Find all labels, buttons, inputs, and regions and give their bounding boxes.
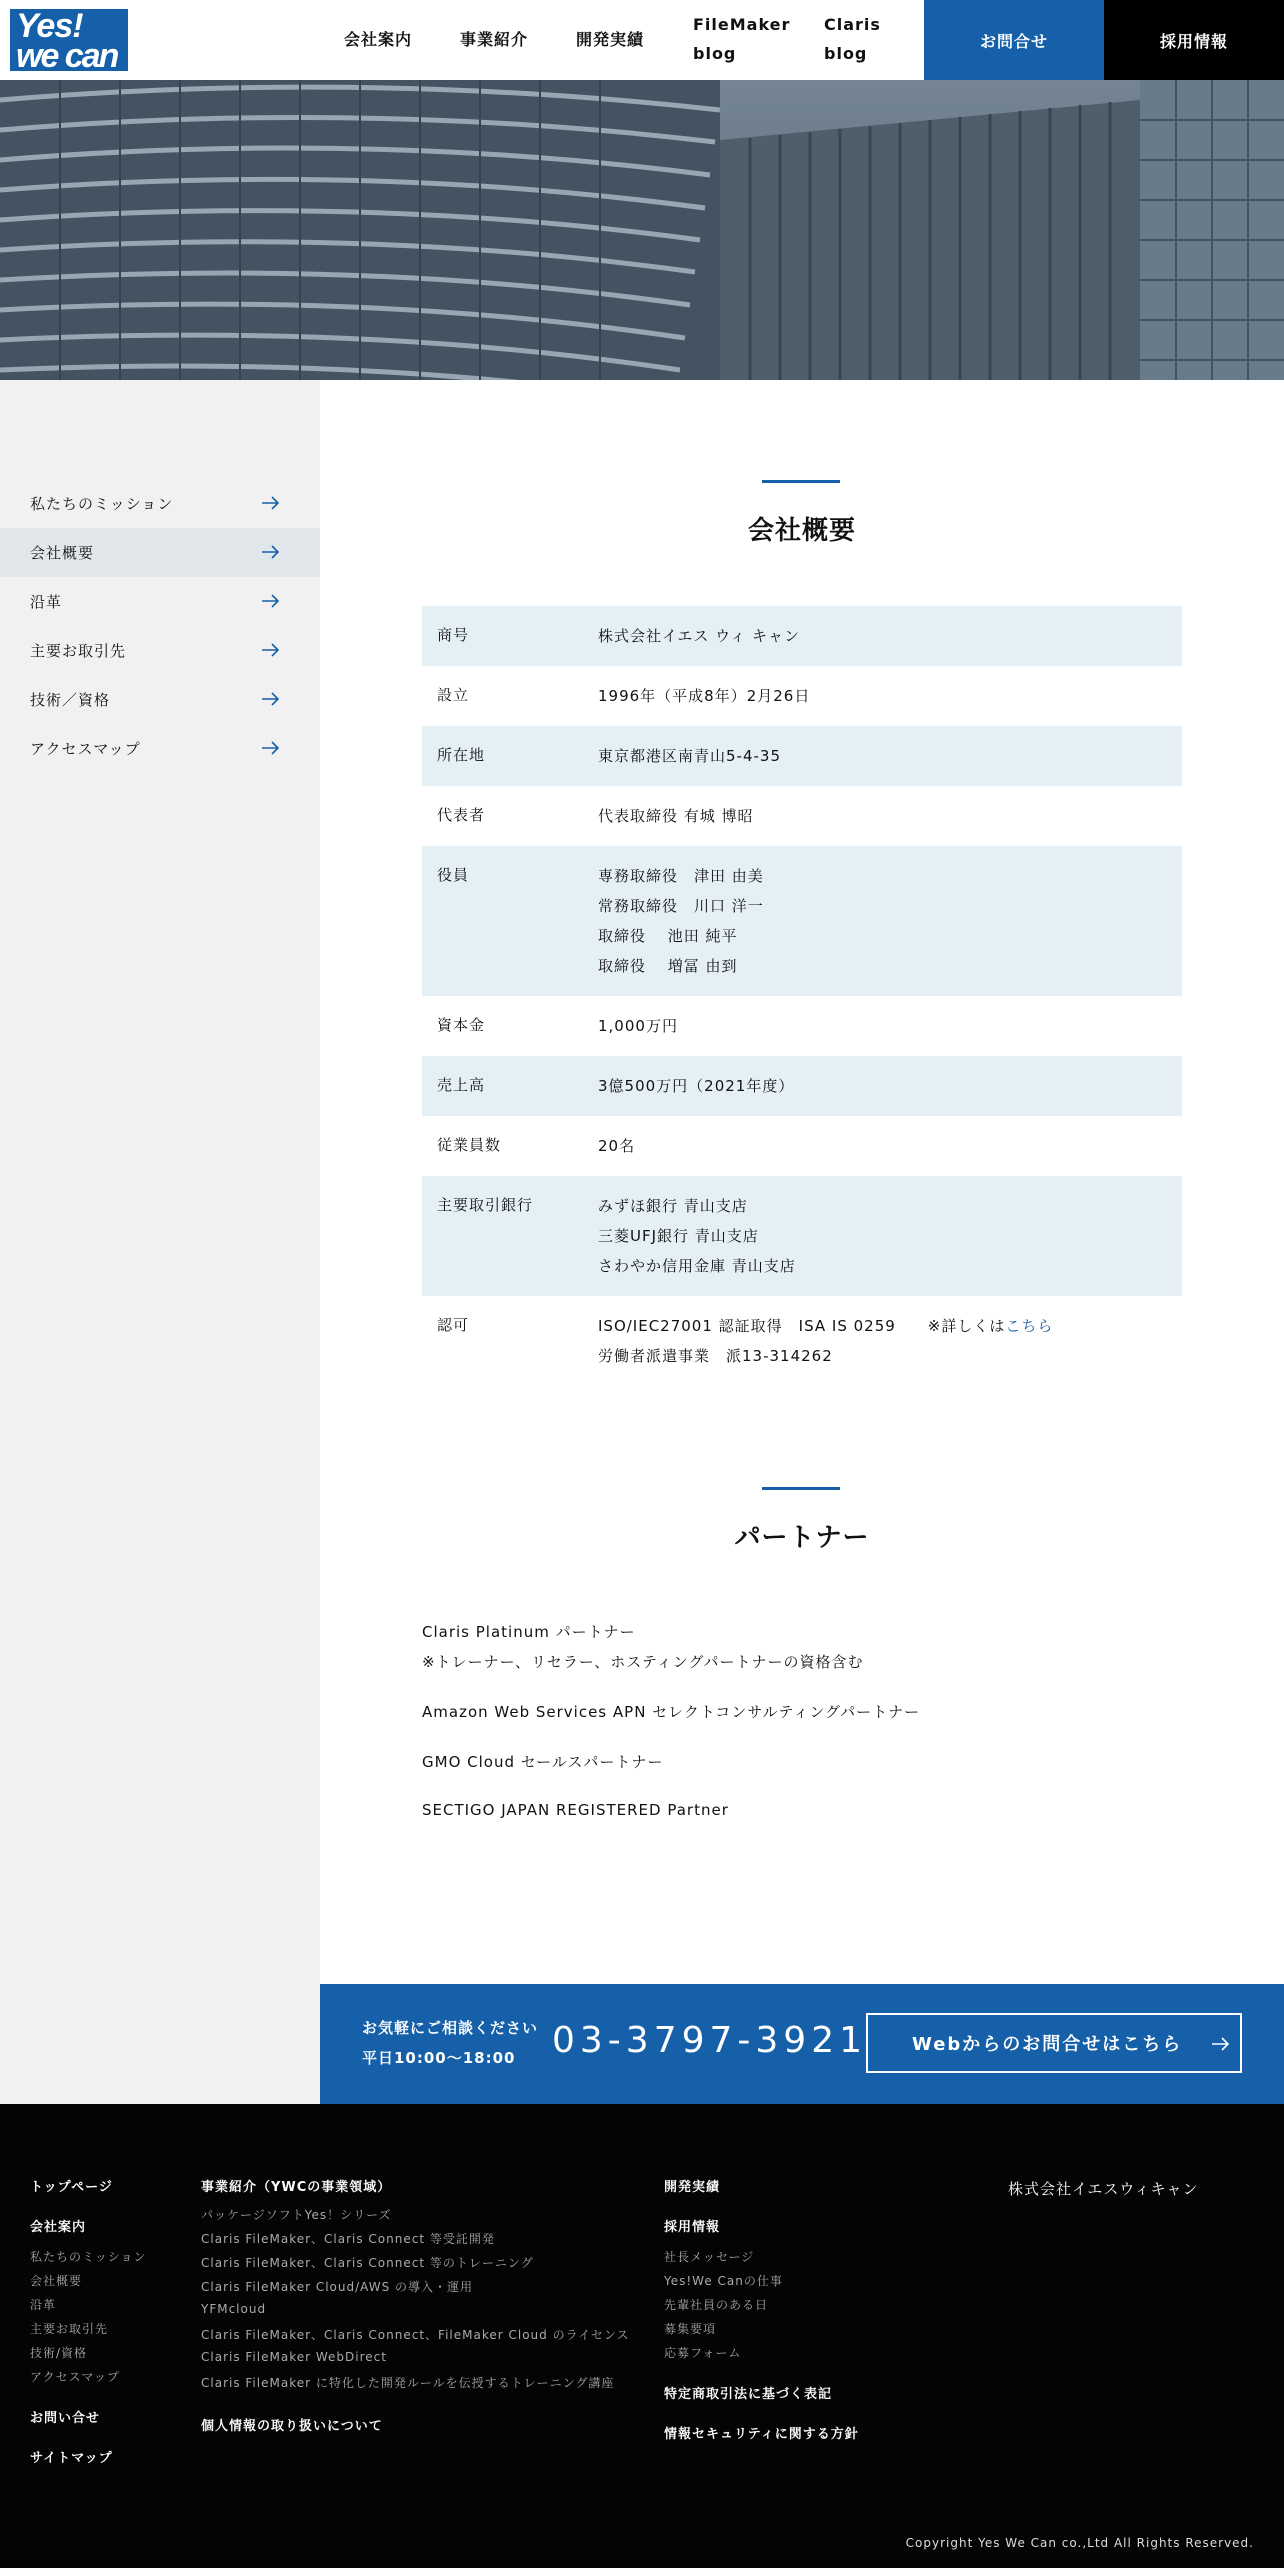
footer-sublink[interactable]: Claris FileMaker Cloud/AWS の導入・運用 — [201, 2280, 474, 2294]
table-row — [422, 1296, 1182, 1386]
cta-hours: 平日10:00〜18:00 — [362, 2049, 516, 2067]
footer-sublink[interactable]: 社長メッセージ — [664, 2250, 755, 2264]
sidebar-item-overview[interactable] — [0, 528, 320, 577]
contact-button[interactable]: お問合せ — [924, 0, 1104, 80]
row-key: 役員 — [437, 866, 470, 884]
row-key: 認可 — [437, 1316, 470, 1334]
nav-claris-blog[interactable] — [824, 10, 881, 68]
footer-sublink[interactable]: Claris FileMaker に特化した開発ルールを伝授するトレーニング講座 — [201, 2376, 615, 2390]
footer-sublink[interactable]: Yes!We Canの仕事 — [664, 2274, 783, 2288]
license-text: ISO/IEC27001 認証取得 ISA IS 0259 ※詳しくは — [598, 1317, 1006, 1335]
row-key: 資本金 — [437, 1016, 486, 1034]
nav-filemaker-blog[interactable] — [693, 10, 790, 68]
nav-works-label: 開発実績 — [576, 30, 645, 49]
footer-sublink[interactable]: アクセスマップ — [30, 2370, 120, 2384]
partner-item: Amazon Web Services APN セレクトコンサルティングパートナー — [422, 1703, 921, 1721]
footer-sublink[interactable]: 技術/資格 — [30, 2346, 88, 2360]
nav-claris-blog-line2: blog — [824, 44, 868, 63]
footer-sublink[interactable]: 会社概要 — [30, 2274, 83, 2288]
nav-business[interactable] — [460, 25, 528, 54]
footer-sublink[interactable]: 主要お取引先 — [30, 2322, 109, 2336]
partner-item: Claris Platinum パートナー — [422, 1623, 636, 1641]
footer-link-tokushoho[interactable]: 特定商取引法に基づく表記 — [664, 2387, 833, 2402]
logo-line2: we can — [16, 37, 118, 75]
arrow-right-icon — [262, 741, 280, 755]
hero-image — [0, 80, 1284, 380]
footer-sublink[interactable]: Claris FileMaker、Claris Connect 等受託開発 — [201, 2232, 495, 2246]
arrow-right-icon — [262, 545, 280, 559]
copyright: Copyright Yes We Can co.,Ltd All Rights Reserved. — [905, 2536, 1254, 2550]
footer-link-security[interactable]: 情報セキュリティに関する方針 — [664, 2427, 859, 2442]
site-footer — [0, 2104, 1284, 2568]
footer-link-top[interactable]: トップページ — [30, 2180, 113, 2195]
sidebar-item-label: 私たちのミッション — [30, 495, 174, 513]
footer-sublink[interactable]: 沿革 — [30, 2298, 57, 2312]
nav-filemaker-blog-line1: FileMaker — [693, 15, 791, 34]
partner-note: ※トレーナー、リセラー、ホスティングパートナーの資格含む — [422, 1653, 864, 1671]
arrow-right-icon — [262, 594, 280, 608]
footer-sublink[interactable]: 先輩社員のある日 — [664, 2298, 769, 2312]
footer-sublink[interactable]: 私たちのミッション — [30, 2250, 147, 2264]
nav-business-label: 事業紹介 — [460, 30, 529, 49]
footer-link-company[interactable]: 会社案内 — [30, 2220, 87, 2235]
title-accent-line — [762, 1487, 840, 1490]
row-key: 従業員数 — [437, 1136, 502, 1154]
sidebar-item-label: 会社概要 — [30, 544, 95, 562]
partner-item: SECTIGO JAPAN REGISTERED Partner — [422, 1801, 729, 1819]
row-value: 株式会社イエス ウィ キャン — [598, 627, 801, 645]
row-key: 商号 — [437, 626, 470, 644]
sidebar-item-access[interactable] — [0, 724, 320, 773]
sidebar-item-mission[interactable] — [0, 479, 320, 528]
row-value: 東京都港区南青山5-4-35 — [598, 747, 781, 765]
arrow-right-icon — [262, 496, 280, 510]
recruit-button[interactable]: 採用情報 — [1104, 0, 1284, 80]
footer-link-sitemap[interactable]: サイトマップ — [30, 2451, 113, 2466]
title-accent-line — [762, 480, 840, 483]
row-value: 代表取締役 有城 博昭 — [598, 807, 754, 825]
cta-message: お気軽にご相談ください — [362, 2019, 539, 2037]
company-info-table — [422, 606, 1182, 1386]
row-value: 1996年（平成8年）2月26日 — [598, 687, 811, 705]
footer-link-inquiry[interactable]: お問い合せ — [30, 2411, 101, 2426]
footer-sublink[interactable]: Claris FileMaker、Claris Connect 等のトレーニング — [201, 2256, 534, 2270]
license-text: 労働者派遣事業 派13-314262 — [598, 1347, 833, 1365]
footer-link-recruit[interactable]: 採用情報 — [664, 2220, 721, 2235]
row-value: 3億500万円（2021年度） — [598, 1077, 795, 1095]
sidebar-item-label: 沿革 — [30, 593, 63, 611]
footer-sublink[interactable]: 応募フォーム — [664, 2346, 742, 2360]
license-details-link[interactable]: こちら — [1005, 1317, 1054, 1335]
row-value: 20名 — [598, 1137, 636, 1155]
row-value — [598, 1311, 1053, 1371]
table-row — [422, 606, 1182, 666]
sidebar-item-clients[interactable] — [0, 626, 320, 675]
logo-line1: Yes! — [16, 7, 83, 45]
web-inquiry-label: Webからのお問合せはこちら — [912, 2034, 1183, 2055]
footer-sublink[interactable]: Claris FileMaker WebDirect — [201, 2350, 387, 2364]
row-value: 1,000万円 — [598, 1017, 678, 1035]
row-key: 主要取引銀行 — [437, 1196, 534, 1214]
sidebar — [0, 380, 320, 2105]
footer-sublink[interactable]: 募集要項 — [664, 2322, 717, 2336]
table-row — [422, 996, 1182, 1056]
row-key: 設立 — [437, 686, 470, 704]
page-title: 会社概要 — [747, 516, 856, 546]
table-row — [422, 1056, 1182, 1116]
footer-link-privacy[interactable]: 個人情報の取り扱いについて — [201, 2419, 383, 2434]
table-row — [422, 1176, 1182, 1296]
nav-works[interactable] — [576, 25, 644, 54]
row-value: みずほ銀行 青山支店 三菱UFJ銀行 青山支店 さわやか信用金庫 青山支店 — [598, 1197, 796, 1275]
sidebar-item-label: 技術／資格 — [30, 691, 111, 709]
footer-link-works[interactable]: 開発実績 — [664, 2180, 721, 2195]
buildings-illustration — [0, 80, 1284, 380]
phone-number[interactable]: 03-3797-3921 — [552, 2020, 868, 2061]
partners-title: パートナー — [734, 1523, 870, 1553]
arrow-right-icon — [262, 692, 280, 706]
arrow-right-icon — [262, 643, 280, 657]
table-row — [422, 846, 1182, 996]
site-header — [0, 0, 1284, 80]
row-key: 売上高 — [437, 1076, 486, 1094]
row-key: 代表者 — [437, 806, 486, 824]
footer-company-name: 株式会社イエスウィキャン — [1008, 2180, 1199, 2198]
row-key: 所在地 — [437, 746, 486, 764]
table-row — [422, 726, 1182, 786]
table-row — [422, 786, 1182, 846]
nav-company[interactable] — [344, 25, 412, 54]
footer-link-business[interactable]: 事業紹介（YWCの事業領域） — [201, 2180, 392, 2195]
footer-sublink[interactable]: YFMcloud — [201, 2302, 267, 2316]
arrow-right-icon — [1212, 2037, 1230, 2051]
row-value: 専務取締役 津田 由美 常務取締役 川口 洋一 取締役 池田 純平 取締役 増冨 由到 — [598, 867, 764, 975]
footer-sublink[interactable]: パッケージソフトYes！シリーズ — [201, 2208, 392, 2222]
sidebar-item-label: 主要お取引先 — [30, 642, 127, 660]
company-logo[interactable] — [10, 7, 128, 75]
nav-company-label: 会社案内 — [344, 30, 413, 49]
nav-filemaker-blog-line2: blog — [693, 44, 737, 63]
web-inquiry-button[interactable] — [866, 2013, 1242, 2073]
footer-sublink[interactable]: Claris FileMaker、Claris Connect、FileMaker Cloud のライセンス — [201, 2328, 630, 2342]
table-row — [422, 666, 1182, 726]
contact-banner — [320, 1984, 1284, 2104]
nav-claris-blog-line1: Claris — [824, 15, 881, 34]
sidebar-item-history[interactable] — [0, 577, 320, 626]
sidebar-item-label: アクセスマップ — [30, 740, 141, 758]
table-row — [422, 1116, 1182, 1176]
partner-item: GMO Cloud セールスパートナー — [422, 1753, 664, 1771]
sidebar-item-technology[interactable] — [0, 675, 320, 724]
